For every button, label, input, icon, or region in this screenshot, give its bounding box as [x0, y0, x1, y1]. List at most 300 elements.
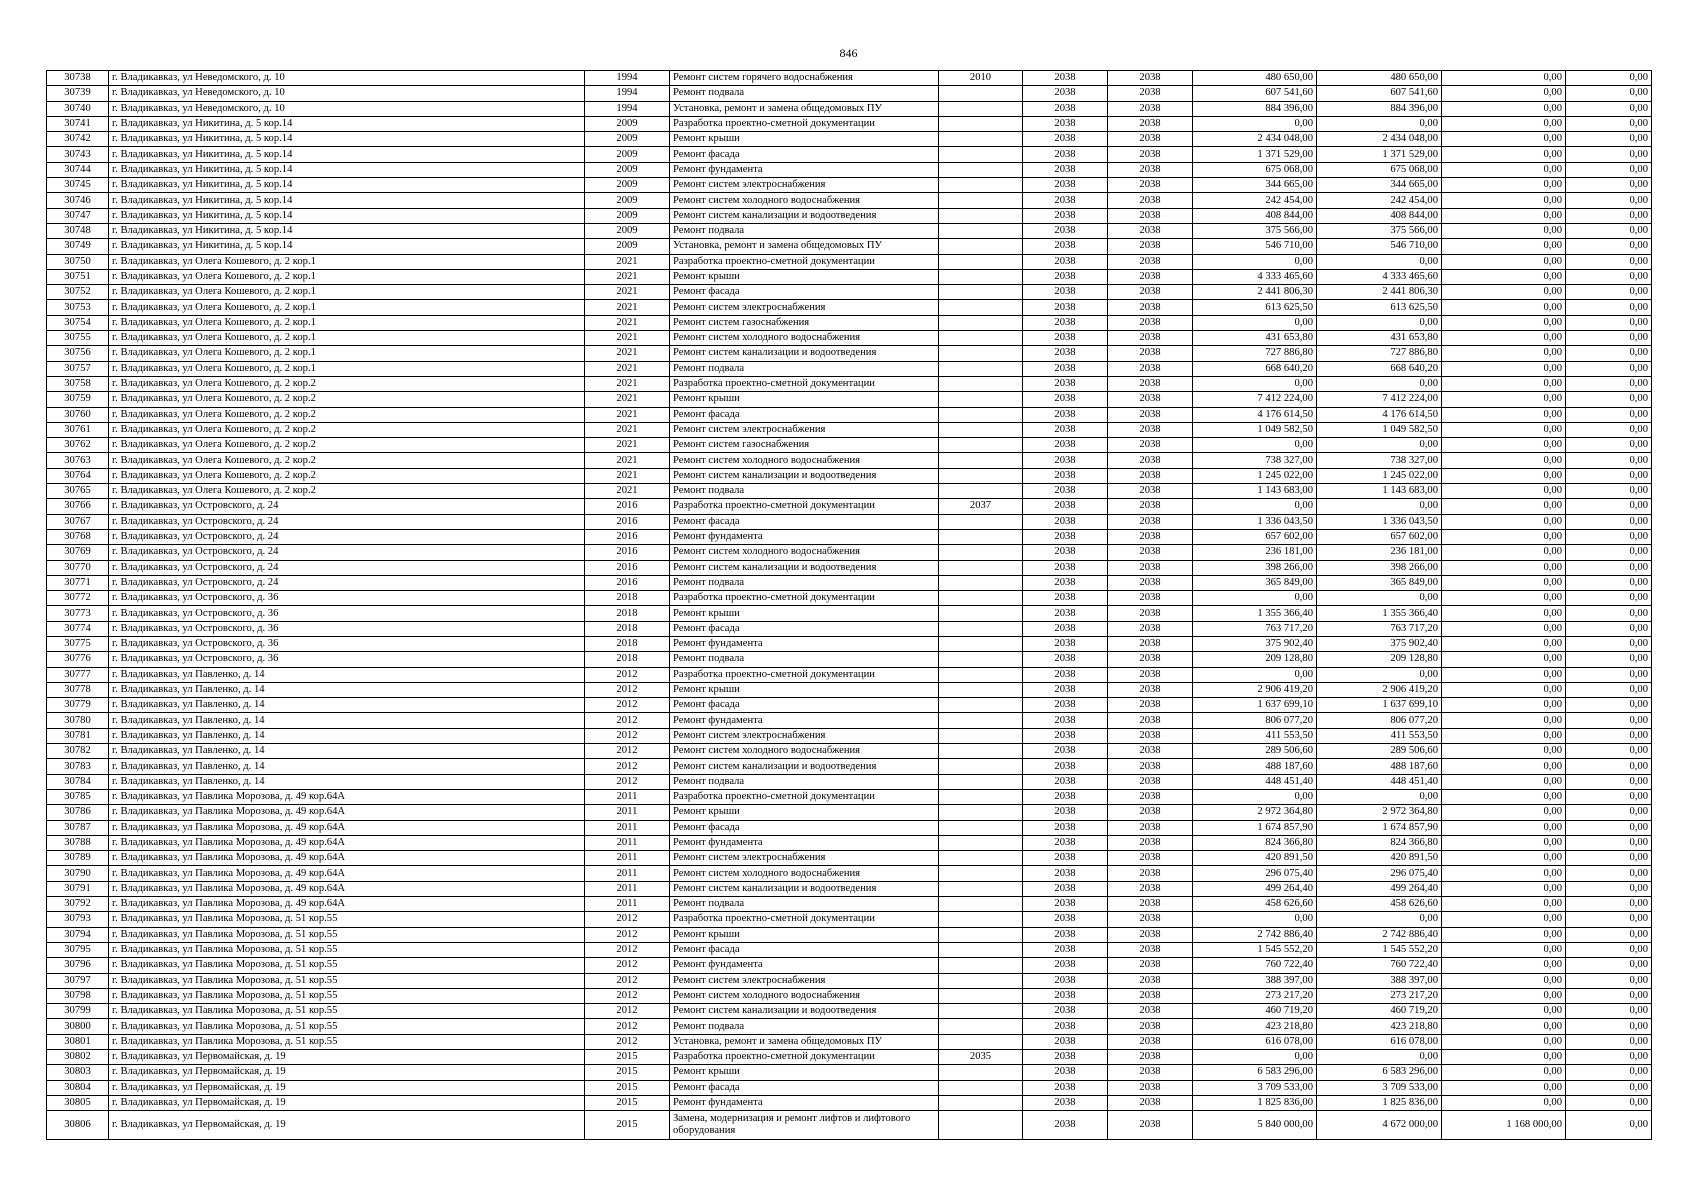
- address-cell: г. Владикавказ, ул Павлика Морозова, д. 49 кор.64А: [109, 897, 585, 912]
- fund-cost-cell: 499 264,40: [1317, 881, 1442, 896]
- plan-start-year-cell: 2038: [1023, 835, 1108, 850]
- planned-year-cell: [939, 560, 1023, 575]
- other-source-cost-cell: 0,00: [1442, 912, 1566, 927]
- plan-start-year-cell: 2038: [1023, 728, 1108, 743]
- owner-cost-cell: 0,00: [1566, 392, 1652, 407]
- work-type-cell: Ремонт систем холодного водоснабжения: [670, 866, 939, 881]
- address-cell: г. Владикавказ, ул Островского, д. 36: [109, 621, 585, 636]
- commission-year-cell: 2012: [585, 682, 670, 697]
- row-number-cell: 30739: [47, 86, 109, 101]
- plan-start-year-cell: 2038: [1023, 147, 1108, 162]
- plan-start-year-cell: 2038: [1023, 759, 1108, 774]
- table-row: [47, 193, 1652, 208]
- plan-start-year-cell: 2038: [1023, 71, 1108, 86]
- plan-end-year-cell: 2038: [1108, 759, 1193, 774]
- fund-cost-cell: 488 187,60: [1317, 759, 1442, 774]
- work-type-cell: Ремонт подвала: [670, 774, 939, 789]
- commission-year-cell: 2011: [585, 851, 670, 866]
- planned-year-cell: [939, 116, 1023, 131]
- table-row: [47, 958, 1652, 973]
- work-type-cell: Ремонт систем холодного водоснабжения: [670, 193, 939, 208]
- total-cost-cell: 675 068,00: [1193, 162, 1317, 177]
- row-number-cell: 30778: [47, 682, 109, 697]
- commission-year-cell: 2009: [585, 116, 670, 131]
- commission-year-cell: 2012: [585, 942, 670, 957]
- row-number-cell: 30791: [47, 881, 109, 896]
- owner-cost-cell: 0,00: [1566, 820, 1652, 835]
- row-number-cell: 30773: [47, 606, 109, 621]
- total-cost-cell: 344 665,00: [1193, 178, 1317, 193]
- owner-cost-cell: 0,00: [1566, 285, 1652, 300]
- total-cost-cell: 236 181,00: [1193, 545, 1317, 560]
- address-cell: г. Владикавказ, ул Островского, д. 24: [109, 499, 585, 514]
- address-cell: г. Владикавказ, ул Первомайская, д. 19: [109, 1050, 585, 1065]
- commission-year-cell: 2011: [585, 835, 670, 850]
- table-row: [47, 101, 1652, 116]
- fund-cost-cell: 448 451,40: [1317, 774, 1442, 789]
- work-type-cell: Ремонт фасада: [670, 514, 939, 529]
- work-type-cell: Разработка проектно-сметной документации: [670, 116, 939, 131]
- row-number-cell: 30800: [47, 1019, 109, 1034]
- total-cost-cell: 1 674 857,90: [1193, 820, 1317, 835]
- owner-cost-cell: 0,00: [1566, 591, 1652, 606]
- total-cost-cell: 289 506,60: [1193, 744, 1317, 759]
- total-cost-cell: 1 825 836,00: [1193, 1095, 1317, 1110]
- owner-cost-cell: 0,00: [1566, 805, 1652, 820]
- commission-year-cell: 2012: [585, 774, 670, 789]
- repair-program-table: [46, 70, 1652, 1140]
- owner-cost-cell: 0,00: [1566, 789, 1652, 804]
- fund-cost-cell: 1 245 022,00: [1317, 468, 1442, 483]
- table-row: [47, 927, 1652, 942]
- commission-year-cell: 2021: [585, 269, 670, 284]
- planned-year-cell: [939, 1080, 1023, 1095]
- work-type-cell: Разработка проектно-сметной документации: [670, 499, 939, 514]
- planned-year-cell: [939, 300, 1023, 315]
- commission-year-cell: 2016: [585, 545, 670, 560]
- owner-cost-cell: 0,00: [1566, 682, 1652, 697]
- plan-start-year-cell: 2038: [1023, 927, 1108, 942]
- fund-cost-cell: 1 825 836,00: [1317, 1095, 1442, 1110]
- commission-year-cell: 2009: [585, 147, 670, 162]
- address-cell: г. Владикавказ, ул Олега Кошевого, д. 2 кор.2: [109, 468, 585, 483]
- row-number-cell: 30787: [47, 820, 109, 835]
- commission-year-cell: 2011: [585, 881, 670, 896]
- total-cost-cell: 408 844,00: [1193, 208, 1317, 223]
- plan-start-year-cell: 2038: [1023, 575, 1108, 590]
- row-number-cell: 30769: [47, 545, 109, 560]
- owner-cost-cell: 0,00: [1566, 239, 1652, 254]
- table-row: [47, 835, 1652, 850]
- commission-year-cell: 2009: [585, 193, 670, 208]
- commission-year-cell: 2009: [585, 239, 670, 254]
- work-type-cell: Ремонт систем холодного водоснабжения: [670, 744, 939, 759]
- commission-year-cell: 2021: [585, 392, 670, 407]
- plan-end-year-cell: 2038: [1108, 744, 1193, 759]
- total-cost-cell: 242 454,00: [1193, 193, 1317, 208]
- table-row: [47, 820, 1652, 835]
- plan-start-year-cell: 2038: [1023, 300, 1108, 315]
- plan-end-year-cell: 2038: [1108, 805, 1193, 820]
- total-cost-cell: 0,00: [1193, 315, 1317, 330]
- row-number-cell: 30782: [47, 744, 109, 759]
- plan-start-year-cell: 2038: [1023, 529, 1108, 544]
- table-row: [47, 116, 1652, 131]
- other-source-cost-cell: 0,00: [1442, 86, 1566, 101]
- planned-year-cell: [939, 1111, 1023, 1140]
- commission-year-cell: 2021: [585, 361, 670, 376]
- other-source-cost-cell: 0,00: [1442, 1095, 1566, 1110]
- address-cell: г. Владикавказ, ул Павлика Морозова, д. 49 кор.64А: [109, 805, 585, 820]
- planned-year-cell: [939, 346, 1023, 361]
- plan-end-year-cell: 2038: [1108, 116, 1193, 131]
- total-cost-cell: 0,00: [1193, 438, 1317, 453]
- planned-year-cell: [939, 606, 1023, 621]
- table-row: [47, 636, 1652, 651]
- owner-cost-cell: 0,00: [1566, 621, 1652, 636]
- table-row: [47, 1034, 1652, 1049]
- other-source-cost-cell: 0,00: [1442, 682, 1566, 697]
- other-source-cost-cell: 0,00: [1442, 407, 1566, 422]
- row-number-cell: 30766: [47, 499, 109, 514]
- table-row: [47, 514, 1652, 529]
- table-row: [47, 223, 1652, 238]
- table-row: [47, 484, 1652, 499]
- plan-end-year-cell: 2038: [1108, 468, 1193, 483]
- plan-start-year-cell: 2038: [1023, 254, 1108, 269]
- plan-end-year-cell: 2038: [1108, 636, 1193, 651]
- other-source-cost-cell: 0,00: [1442, 713, 1566, 728]
- fund-cost-cell: 0,00: [1317, 499, 1442, 514]
- planned-year-cell: [939, 468, 1023, 483]
- address-cell: г. Владикавказ, ул Олега Кошевого, д. 2 кор.1: [109, 331, 585, 346]
- owner-cost-cell: 0,00: [1566, 866, 1652, 881]
- total-cost-cell: 806 077,20: [1193, 713, 1317, 728]
- address-cell: г. Владикавказ, ул Павлика Морозова, д. 51 кор.55: [109, 1034, 585, 1049]
- planned-year-cell: [939, 713, 1023, 728]
- table-row: [47, 774, 1652, 789]
- table-row: [47, 652, 1652, 667]
- address-cell: г. Владикавказ, ул Островского, д. 36: [109, 591, 585, 606]
- planned-year-cell: [939, 1004, 1023, 1019]
- plan-start-year-cell: 2038: [1023, 438, 1108, 453]
- other-source-cost-cell: 0,00: [1442, 942, 1566, 957]
- address-cell: г. Владикавказ, ул Олега Кошевого, д. 2 кор.2: [109, 407, 585, 422]
- row-number-cell: 30801: [47, 1034, 109, 1049]
- row-number-cell: 30794: [47, 927, 109, 942]
- address-cell: г. Владикавказ, ул Никитина, д. 5 кор.14: [109, 239, 585, 254]
- row-number-cell: 30752: [47, 285, 109, 300]
- total-cost-cell: 738 327,00: [1193, 453, 1317, 468]
- owner-cost-cell: 0,00: [1566, 346, 1652, 361]
- table-row: [47, 866, 1652, 881]
- plan-start-year-cell: 2038: [1023, 1080, 1108, 1095]
- owner-cost-cell: 0,00: [1566, 606, 1652, 621]
- plan-end-year-cell: 2038: [1108, 422, 1193, 437]
- owner-cost-cell: 0,00: [1566, 897, 1652, 912]
- total-cost-cell: 0,00: [1193, 912, 1317, 927]
- address-cell: г. Владикавказ, ул Павлика Морозова, д. 51 кор.55: [109, 927, 585, 942]
- other-source-cost-cell: 0,00: [1442, 652, 1566, 667]
- plan-end-year-cell: 2038: [1108, 193, 1193, 208]
- fund-cost-cell: 1 371 529,00: [1317, 147, 1442, 162]
- planned-year-cell: [939, 897, 1023, 912]
- fund-cost-cell: 0,00: [1317, 254, 1442, 269]
- other-source-cost-cell: 0,00: [1442, 927, 1566, 942]
- address-cell: г. Владикавказ, ул Павленко, д. 14: [109, 774, 585, 789]
- plan-start-year-cell: 2038: [1023, 269, 1108, 284]
- row-number-cell: 30798: [47, 988, 109, 1003]
- work-type-cell: Ремонт систем канализации и водоотведения: [670, 1004, 939, 1019]
- row-number-cell: 30750: [47, 254, 109, 269]
- total-cost-cell: 458 626,60: [1193, 897, 1317, 912]
- owner-cost-cell: 0,00: [1566, 499, 1652, 514]
- table-row: [47, 713, 1652, 728]
- work-type-cell: Ремонт систем канализации и водоотведения: [670, 881, 939, 896]
- work-type-cell: Ремонт крыши: [670, 132, 939, 147]
- plan-start-year-cell: 2038: [1023, 851, 1108, 866]
- planned-year-cell: [939, 438, 1023, 453]
- address-cell: г. Владикавказ, ул Павлика Морозова, д. 51 кор.55: [109, 958, 585, 973]
- planned-year-cell: [939, 1065, 1023, 1080]
- total-cost-cell: 0,00: [1193, 789, 1317, 804]
- plan-end-year-cell: 2038: [1108, 728, 1193, 743]
- owner-cost-cell: 0,00: [1566, 988, 1652, 1003]
- owner-cost-cell: 0,00: [1566, 698, 1652, 713]
- owner-cost-cell: 0,00: [1566, 774, 1652, 789]
- fund-cost-cell: 375 902,40: [1317, 636, 1442, 651]
- fund-cost-cell: 0,00: [1317, 116, 1442, 131]
- plan-end-year-cell: 2038: [1108, 1050, 1193, 1065]
- work-type-cell: Ремонт систем холодного водоснабжения: [670, 545, 939, 560]
- plan-end-year-cell: 2038: [1108, 101, 1193, 116]
- work-type-cell: Установка, ремонт и замена общедомовых ПУ: [670, 1034, 939, 1049]
- row-number-cell: 30755: [47, 331, 109, 346]
- fund-cost-cell: 388 397,00: [1317, 973, 1442, 988]
- other-source-cost-cell: 0,00: [1442, 223, 1566, 238]
- plan-start-year-cell: 2038: [1023, 789, 1108, 804]
- total-cost-cell: 460 719,20: [1193, 1004, 1317, 1019]
- row-number-cell: 30743: [47, 147, 109, 162]
- address-cell: г. Владикавказ, ул Никитина, д. 5 кор.14: [109, 132, 585, 147]
- planned-year-cell: [939, 652, 1023, 667]
- plan-end-year-cell: 2038: [1108, 132, 1193, 147]
- plan-start-year-cell: 2038: [1023, 621, 1108, 636]
- commission-year-cell: 2009: [585, 178, 670, 193]
- plan-end-year-cell: 2038: [1108, 621, 1193, 636]
- fund-cost-cell: 607 541,60: [1317, 86, 1442, 101]
- row-number-cell: 30784: [47, 774, 109, 789]
- row-number-cell: 30738: [47, 71, 109, 86]
- table-row: [47, 438, 1652, 453]
- work-type-cell: Ремонт подвала: [670, 652, 939, 667]
- plan-end-year-cell: 2038: [1108, 545, 1193, 560]
- work-type-cell: Ремонт подвала: [670, 484, 939, 499]
- plan-end-year-cell: 2038: [1108, 560, 1193, 575]
- commission-year-cell: 1994: [585, 86, 670, 101]
- row-number-cell: 30781: [47, 728, 109, 743]
- fund-cost-cell: 1 049 582,50: [1317, 422, 1442, 437]
- planned-year-cell: [939, 851, 1023, 866]
- planned-year-cell: [939, 958, 1023, 973]
- work-type-cell: Ремонт систем газоснабжения: [670, 438, 939, 453]
- row-number-cell: 30789: [47, 851, 109, 866]
- page-number: 846: [839, 46, 858, 60]
- plan-start-year-cell: 2038: [1023, 774, 1108, 789]
- total-cost-cell: 3 709 533,00: [1193, 1080, 1317, 1095]
- row-number-cell: 30790: [47, 866, 109, 881]
- work-type-cell: Ремонт систем электроснабжения: [670, 178, 939, 193]
- fund-cost-cell: 806 077,20: [1317, 713, 1442, 728]
- row-number-cell: 30749: [47, 239, 109, 254]
- table-row: [47, 881, 1652, 896]
- row-number-cell: 30772: [47, 591, 109, 606]
- work-type-cell: Разработка проектно-сметной документации: [670, 254, 939, 269]
- planned-year-cell: [939, 698, 1023, 713]
- plan-end-year-cell: 2038: [1108, 835, 1193, 850]
- other-source-cost-cell: 0,00: [1442, 1019, 1566, 1034]
- plan-end-year-cell: 2038: [1108, 162, 1193, 177]
- table-row: [47, 132, 1652, 147]
- owner-cost-cell: 0,00: [1566, 636, 1652, 651]
- commission-year-cell: 2012: [585, 713, 670, 728]
- total-cost-cell: 0,00: [1193, 376, 1317, 391]
- work-type-cell: Ремонт систем газоснабжения: [670, 315, 939, 330]
- work-type-cell: Разработка проектно-сметной документации: [670, 667, 939, 682]
- total-cost-cell: 375 902,40: [1193, 636, 1317, 651]
- commission-year-cell: 2012: [585, 958, 670, 973]
- table-row: [47, 376, 1652, 391]
- work-type-cell: Ремонт фундамента: [670, 1095, 939, 1110]
- planned-year-cell: [939, 636, 1023, 651]
- plan-end-year-cell: 2038: [1108, 851, 1193, 866]
- plan-start-year-cell: 2038: [1023, 315, 1108, 330]
- row-number-cell: 30805: [47, 1095, 109, 1110]
- other-source-cost-cell: 0,00: [1442, 988, 1566, 1003]
- table-row: [47, 178, 1652, 193]
- owner-cost-cell: 0,00: [1566, 254, 1652, 269]
- plan-start-year-cell: 2038: [1023, 484, 1108, 499]
- other-source-cost-cell: 0,00: [1442, 193, 1566, 208]
- fund-cost-cell: 480 650,00: [1317, 71, 1442, 86]
- plan-end-year-cell: 2038: [1108, 713, 1193, 728]
- plan-end-year-cell: 2038: [1108, 789, 1193, 804]
- address-cell: г. Владикавказ, ул Островского, д. 36: [109, 606, 585, 621]
- total-cost-cell: 1 049 582,50: [1193, 422, 1317, 437]
- plan-end-year-cell: 2038: [1108, 927, 1193, 942]
- planned-year-cell: [939, 1095, 1023, 1110]
- plan-start-year-cell: 2038: [1023, 208, 1108, 223]
- fund-cost-cell: 763 717,20: [1317, 621, 1442, 636]
- row-number-cell: 30779: [47, 698, 109, 713]
- address-cell: г. Владикавказ, ул Павленко, д. 14: [109, 698, 585, 713]
- table-row: [47, 407, 1652, 422]
- plan-start-year-cell: 2038: [1023, 239, 1108, 254]
- planned-year-cell: [939, 407, 1023, 422]
- row-number-cell: 30776: [47, 652, 109, 667]
- row-number-cell: 30747: [47, 208, 109, 223]
- plan-end-year-cell: 2038: [1108, 407, 1193, 422]
- total-cost-cell: 431 653,80: [1193, 331, 1317, 346]
- address-cell: г. Владикавказ, ул Островского, д. 24: [109, 560, 585, 575]
- row-number-cell: 30804: [47, 1080, 109, 1095]
- total-cost-cell: 480 650,00: [1193, 71, 1317, 86]
- plan-start-year-cell: 2038: [1023, 942, 1108, 957]
- fund-cost-cell: 423 218,80: [1317, 1019, 1442, 1034]
- total-cost-cell: 4 333 465,60: [1193, 269, 1317, 284]
- owner-cost-cell: 0,00: [1566, 851, 1652, 866]
- total-cost-cell: 727 886,80: [1193, 346, 1317, 361]
- other-source-cost-cell: 0,00: [1442, 269, 1566, 284]
- commission-year-cell: 2012: [585, 927, 670, 942]
- plan-start-year-cell: 2038: [1023, 193, 1108, 208]
- other-source-cost-cell: 0,00: [1442, 346, 1566, 361]
- address-cell: г. Владикавказ, ул Павленко, д. 14: [109, 667, 585, 682]
- work-type-cell: Ремонт систем электроснабжения: [670, 728, 939, 743]
- owner-cost-cell: 0,00: [1566, 376, 1652, 391]
- planned-year-cell: [939, 223, 1023, 238]
- plan-end-year-cell: 2038: [1108, 361, 1193, 376]
- address-cell: г. Владикавказ, ул Никитина, д. 5 кор.14: [109, 162, 585, 177]
- table-row: [47, 86, 1652, 101]
- plan-start-year-cell: 2038: [1023, 331, 1108, 346]
- planned-year-cell: [939, 147, 1023, 162]
- fund-cost-cell: 2 742 886,40: [1317, 927, 1442, 942]
- plan-start-year-cell: 2038: [1023, 223, 1108, 238]
- plan-end-year-cell: 2038: [1108, 178, 1193, 193]
- work-type-cell: Ремонт подвала: [670, 86, 939, 101]
- owner-cost-cell: 0,00: [1566, 545, 1652, 560]
- owner-cost-cell: 0,00: [1566, 1095, 1652, 1110]
- commission-year-cell: 2012: [585, 698, 670, 713]
- other-source-cost-cell: 0,00: [1442, 881, 1566, 896]
- fund-cost-cell: 344 665,00: [1317, 178, 1442, 193]
- commission-year-cell: 1994: [585, 71, 670, 86]
- other-source-cost-cell: 0,00: [1442, 116, 1566, 131]
- table-row: [47, 606, 1652, 621]
- plan-start-year-cell: 2038: [1023, 514, 1108, 529]
- total-cost-cell: 760 722,40: [1193, 958, 1317, 973]
- work-type-cell: Ремонт крыши: [670, 606, 939, 621]
- total-cost-cell: 0,00: [1193, 667, 1317, 682]
- work-type-cell: Ремонт систем канализации и водоотведения: [670, 759, 939, 774]
- owner-cost-cell: 0,00: [1566, 71, 1652, 86]
- commission-year-cell: 2012: [585, 667, 670, 682]
- planned-year-cell: [939, 529, 1023, 544]
- commission-year-cell: 2018: [585, 606, 670, 621]
- commission-year-cell: 2015: [585, 1095, 670, 1110]
- address-cell: г. Владикавказ, ул Неведомского, д. 10: [109, 86, 585, 101]
- total-cost-cell: 7 412 224,00: [1193, 392, 1317, 407]
- owner-cost-cell: 0,00: [1566, 407, 1652, 422]
- other-source-cost-cell: 0,00: [1442, 132, 1566, 147]
- owner-cost-cell: 0,00: [1566, 529, 1652, 544]
- plan-end-year-cell: 2038: [1108, 1095, 1193, 1110]
- table-body: [47, 71, 1652, 1140]
- row-number-cell: 30742: [47, 132, 109, 147]
- plan-end-year-cell: 2038: [1108, 866, 1193, 881]
- plan-start-year-cell: 2038: [1023, 499, 1108, 514]
- row-number-cell: 30796: [47, 958, 109, 973]
- row-number-cell: 30763: [47, 453, 109, 468]
- address-cell: г. Владикавказ, ул Первомайская, д. 19: [109, 1111, 585, 1140]
- address-cell: г. Владикавказ, ул Олега Кошевого, д. 2 кор.2: [109, 422, 585, 437]
- address-cell: г. Владикавказ, ул Павленко, д. 14: [109, 713, 585, 728]
- other-source-cost-cell: 0,00: [1442, 958, 1566, 973]
- table-row: [47, 591, 1652, 606]
- plan-end-year-cell: 2038: [1108, 973, 1193, 988]
- work-type-cell: Ремонт фасада: [670, 820, 939, 835]
